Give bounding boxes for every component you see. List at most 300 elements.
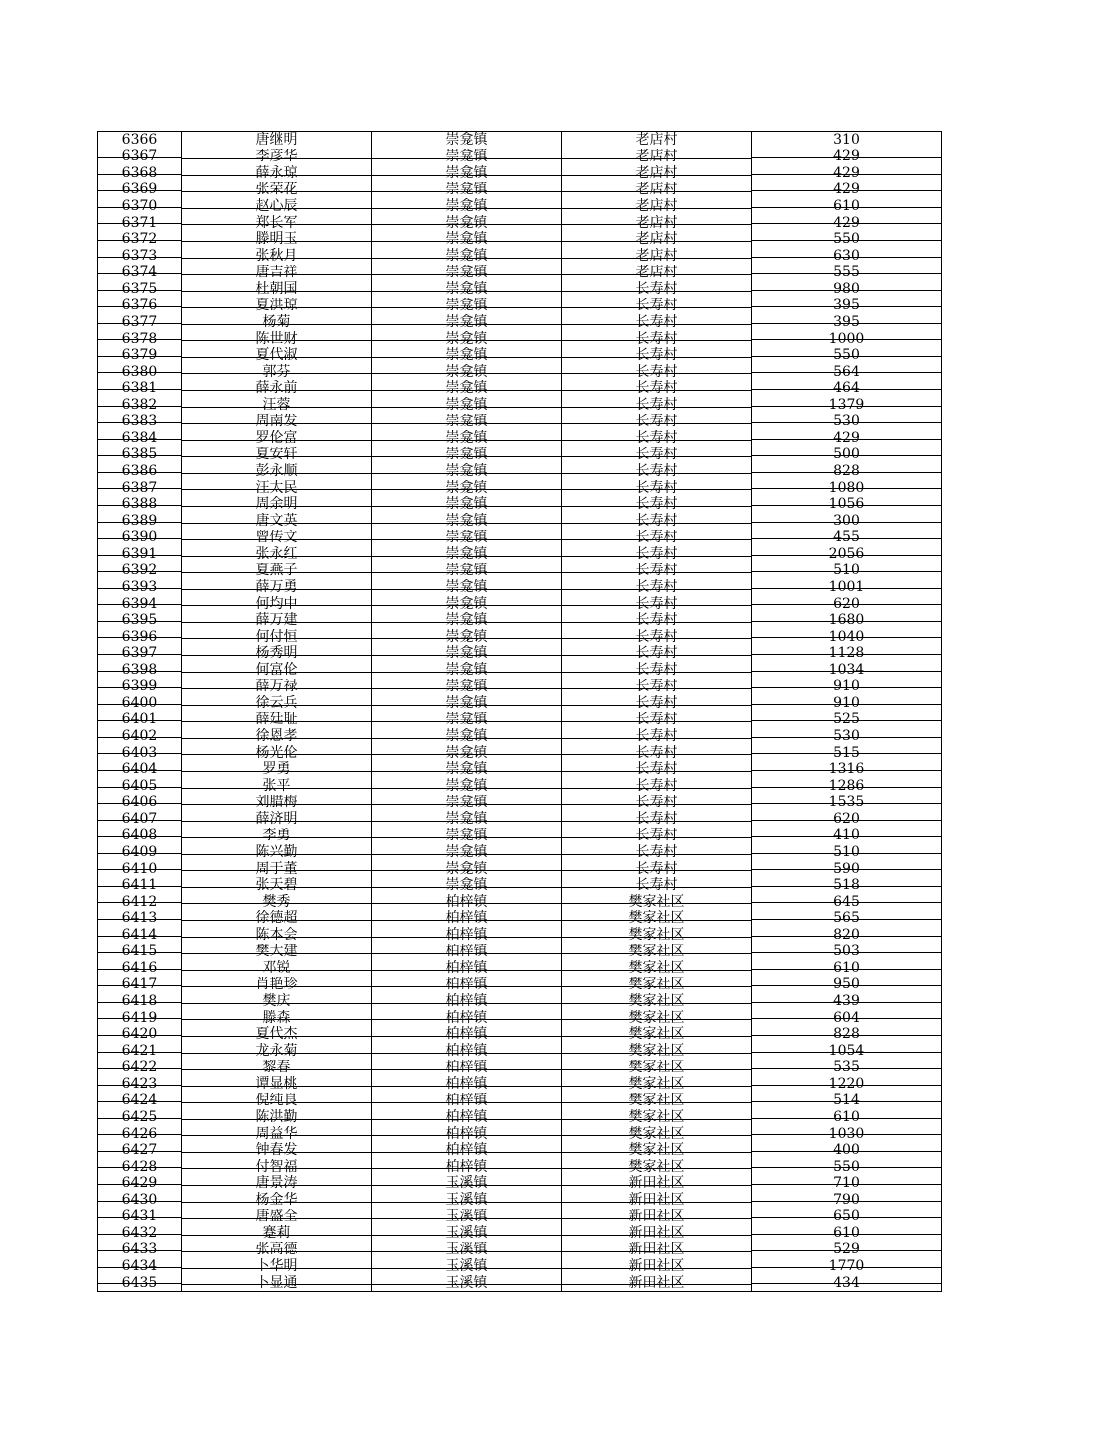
table-row (98, 1275, 942, 1292)
table-row (98, 1192, 942, 1209)
row-number-cell: 6435 (98, 1275, 182, 1292)
row-number-cell: 6370 (98, 198, 182, 215)
town-cell: 柏梓镇 (372, 944, 562, 961)
village-cell: 长寿村 (562, 596, 752, 613)
village-cell: 长寿村 (562, 513, 752, 530)
amount-cell: 429 (752, 182, 942, 199)
amount-cell: 610 (752, 198, 942, 215)
table-row (98, 579, 942, 596)
row-number-cell: 6427 (98, 1142, 182, 1159)
amount-cell: 1001 (752, 579, 942, 596)
person-name-cell: 肖艳珍 (182, 977, 372, 994)
table-row (98, 695, 942, 712)
amount-cell: 610 (752, 1109, 942, 1126)
row-number-cell: 6414 (98, 927, 182, 944)
town-cell: 崇龛镇 (372, 844, 562, 861)
amount-cell: 950 (752, 977, 942, 994)
amount-cell: 510 (752, 844, 942, 861)
row-number-cell: 6399 (98, 679, 182, 696)
row-number-cell: 6378 (98, 331, 182, 348)
town-cell: 玉溪镇 (372, 1209, 562, 1226)
row-number-cell: 6380 (98, 364, 182, 381)
table-row (98, 596, 942, 613)
town-cell: 崇龛镇 (372, 298, 562, 315)
table-row (98, 281, 942, 298)
person-name-cell: 黎春 (182, 1060, 372, 1077)
row-number-cell: 6413 (98, 910, 182, 927)
person-name-cell: 李勇 (182, 828, 372, 845)
row-number-cell: 6391 (98, 546, 182, 563)
village-cell: 长寿村 (562, 430, 752, 447)
row-number-cell: 6431 (98, 1209, 182, 1226)
table-row (98, 778, 942, 795)
amount-cell: 564 (752, 364, 942, 381)
village-cell: 新田社区 (562, 1275, 752, 1292)
town-cell: 崇龛镇 (372, 198, 562, 215)
person-name-cell: 郑长军 (182, 215, 372, 232)
amount-cell: 1000 (752, 331, 942, 348)
amount-cell: 434 (752, 1275, 942, 1292)
person-name-cell: 杨菊 (182, 314, 372, 331)
table-row (98, 447, 942, 464)
table-row (98, 265, 942, 282)
village-cell: 长寿村 (562, 298, 752, 315)
amount-cell: 828 (752, 1026, 942, 1043)
amount-cell: 610 (752, 1225, 942, 1242)
person-name-cell: 滕明玉 (182, 231, 372, 248)
table-row (98, 811, 942, 828)
person-name-cell: 夏代杰 (182, 1026, 372, 1043)
row-number-cell: 6433 (98, 1242, 182, 1259)
town-cell: 柏梓镇 (372, 1159, 562, 1176)
row-number-cell: 6388 (98, 496, 182, 513)
town-cell: 崇龛镇 (372, 430, 562, 447)
person-name-cell: 杨金华 (182, 1192, 372, 1209)
village-cell: 长寿村 (562, 828, 752, 845)
amount-cell: 1379 (752, 397, 942, 414)
row-number-cell: 6377 (98, 314, 182, 331)
town-cell: 崇龛镇 (372, 347, 562, 364)
row-number-cell: 6392 (98, 563, 182, 580)
row-number-cell: 6417 (98, 977, 182, 994)
town-cell: 崇龛镇 (372, 596, 562, 613)
amount-cell: 565 (752, 910, 942, 927)
village-cell: 长寿村 (562, 530, 752, 547)
village-cell: 樊家社区 (562, 1093, 752, 1110)
amount-cell: 1056 (752, 496, 942, 513)
town-cell: 玉溪镇 (372, 1258, 562, 1275)
amount-cell: 620 (752, 811, 942, 828)
town-cell: 柏梓镇 (372, 910, 562, 927)
amount-cell: 550 (752, 1159, 942, 1176)
town-cell: 崇龛镇 (372, 530, 562, 547)
row-number-cell: 6418 (98, 993, 182, 1010)
table-row (98, 380, 942, 397)
row-number-cell: 6426 (98, 1126, 182, 1143)
amount-cell: 1128 (752, 645, 942, 662)
table-row (98, 248, 942, 265)
village-cell: 老店村 (562, 265, 752, 282)
village-cell: 樊家社区 (562, 894, 752, 911)
town-cell: 崇龛镇 (372, 265, 562, 282)
table-row (98, 149, 942, 166)
person-name-cell: 陈世财 (182, 331, 372, 348)
table-row (98, 795, 942, 812)
row-number-cell: 6425 (98, 1109, 182, 1126)
town-cell: 崇龛镇 (372, 761, 562, 778)
table-row (98, 1242, 942, 1259)
row-number-cell: 6429 (98, 1175, 182, 1192)
amount-cell: 525 (752, 712, 942, 729)
table-row (98, 728, 942, 745)
amount-cell: 1040 (752, 629, 942, 646)
person-name-cell: 谭显桃 (182, 1076, 372, 1093)
row-number-cell: 6402 (98, 728, 182, 745)
amount-cell: 535 (752, 1060, 942, 1077)
town-cell: 崇龛镇 (372, 795, 562, 812)
village-cell: 新田社区 (562, 1192, 752, 1209)
person-name-cell: 陈洪勤 (182, 1109, 372, 1126)
amount-cell: 790 (752, 1192, 942, 1209)
table-row (98, 298, 942, 315)
amount-cell: 530 (752, 414, 942, 431)
person-name-cell: 罗勇 (182, 761, 372, 778)
table-row (98, 563, 942, 580)
amount-cell: 429 (752, 165, 942, 182)
person-name-cell: 陈兴勤 (182, 844, 372, 861)
row-number-cell: 6395 (98, 612, 182, 629)
amount-cell: 1535 (752, 795, 942, 812)
row-number-cell: 6397 (98, 645, 182, 662)
village-cell: 老店村 (562, 215, 752, 232)
village-cell: 新田社区 (562, 1242, 752, 1259)
person-name-cell: 张荣花 (182, 182, 372, 199)
amount-cell: 710 (752, 1175, 942, 1192)
amount-cell: 828 (752, 463, 942, 480)
person-name-cell: 张永红 (182, 546, 372, 563)
table-row (98, 1060, 942, 1077)
town-cell: 崇龛镇 (372, 745, 562, 762)
table-row (98, 910, 942, 927)
person-name-cell: 薛永前 (182, 380, 372, 397)
person-name-cell: 汪蓉 (182, 397, 372, 414)
town-cell: 崇龛镇 (372, 414, 562, 431)
row-number-cell: 6367 (98, 149, 182, 166)
amount-cell: 500 (752, 447, 942, 464)
person-name-cell: 付智福 (182, 1159, 372, 1176)
person-name-cell: 赵心辰 (182, 198, 372, 215)
village-cell: 樊家社区 (562, 977, 752, 994)
amount-cell: 910 (752, 695, 942, 712)
town-cell: 崇龛镇 (372, 364, 562, 381)
town-cell: 柏梓镇 (372, 1142, 562, 1159)
row-number-cell: 6404 (98, 761, 182, 778)
table-row (98, 1159, 942, 1176)
person-name-cell: 唐吉祥 (182, 265, 372, 282)
town-cell: 崇龛镇 (372, 248, 562, 265)
table-row (98, 397, 942, 414)
table-row (98, 414, 942, 431)
table-row (98, 546, 942, 563)
village-cell: 樊家社区 (562, 993, 752, 1010)
village-cell: 长寿村 (562, 612, 752, 629)
town-cell: 柏梓镇 (372, 1043, 562, 1060)
town-cell: 崇龛镇 (372, 662, 562, 679)
village-cell: 樊家社区 (562, 1026, 752, 1043)
village-cell: 樊家社区 (562, 1142, 752, 1159)
row-number-cell: 6376 (98, 298, 182, 315)
table-row (98, 745, 942, 762)
table-row (98, 662, 942, 679)
village-cell: 长寿村 (562, 811, 752, 828)
table-row (98, 960, 942, 977)
town-cell: 玉溪镇 (372, 1175, 562, 1192)
town-cell: 柏梓镇 (372, 894, 562, 911)
village-cell: 长寿村 (562, 695, 752, 712)
town-cell: 崇龛镇 (372, 877, 562, 894)
town-cell: 崇龛镇 (372, 546, 562, 563)
amount-cell: 1030 (752, 1126, 942, 1143)
amount-cell: 429 (752, 430, 942, 447)
row-number-cell: 6422 (98, 1060, 182, 1077)
amount-cell: 980 (752, 281, 942, 298)
town-cell: 玉溪镇 (372, 1242, 562, 1259)
town-cell: 柏梓镇 (372, 993, 562, 1010)
roster-table-body (98, 132, 942, 1292)
amount-cell: 550 (752, 347, 942, 364)
table-row (98, 1109, 942, 1126)
village-cell: 长寿村 (562, 496, 752, 513)
row-number-cell: 6384 (98, 430, 182, 447)
row-number-cell: 6415 (98, 944, 182, 961)
town-cell: 柏梓镇 (372, 1060, 562, 1077)
amount-cell: 410 (752, 828, 942, 845)
village-cell: 老店村 (562, 149, 752, 166)
village-cell: 长寿村 (562, 546, 752, 563)
person-name-cell: 张秋月 (182, 248, 372, 265)
town-cell: 崇龛镇 (372, 314, 562, 331)
table-row (98, 198, 942, 215)
town-cell: 崇龛镇 (372, 513, 562, 530)
town-cell: 崇龛镇 (372, 695, 562, 712)
table-row (98, 347, 942, 364)
row-number-cell: 6383 (98, 414, 182, 431)
person-name-cell: 徐恩孝 (182, 728, 372, 745)
village-cell: 长寿村 (562, 380, 752, 397)
row-number-cell: 6432 (98, 1225, 182, 1242)
person-name-cell: 李彦华 (182, 149, 372, 166)
amount-cell: 910 (752, 679, 942, 696)
table-row (98, 1126, 942, 1143)
person-name-cell: 唐文英 (182, 513, 372, 530)
table-row (98, 944, 942, 961)
amount-cell: 510 (752, 563, 942, 580)
amount-cell: 1770 (752, 1258, 942, 1275)
town-cell: 玉溪镇 (372, 1275, 562, 1292)
person-name-cell: 刘腊梅 (182, 795, 372, 812)
amount-cell: 1054 (752, 1043, 942, 1060)
row-number-cell: 6428 (98, 1159, 182, 1176)
village-cell: 长寿村 (562, 364, 752, 381)
row-number-cell: 6421 (98, 1043, 182, 1060)
amount-cell: 529 (752, 1242, 942, 1259)
person-name-cell: 夏代淑 (182, 347, 372, 364)
person-name-cell: 樊大建 (182, 944, 372, 961)
village-cell: 长寿村 (562, 397, 752, 414)
town-cell: 崇龛镇 (372, 861, 562, 878)
row-number-cell: 6430 (98, 1192, 182, 1209)
table-row (98, 1142, 942, 1159)
town-cell: 崇龛镇 (372, 612, 562, 629)
town-cell: 崇龛镇 (372, 231, 562, 248)
table-row (98, 496, 942, 513)
person-name-cell: 樊庆 (182, 993, 372, 1010)
town-cell: 玉溪镇 (372, 1225, 562, 1242)
town-cell: 崇龛镇 (372, 149, 562, 166)
town-cell: 崇龛镇 (372, 447, 562, 464)
person-name-cell: 滕森 (182, 1010, 372, 1027)
village-cell: 长寿村 (562, 679, 752, 696)
person-name-cell: 徐云兵 (182, 695, 372, 712)
village-cell: 长寿村 (562, 861, 752, 878)
village-cell: 长寿村 (562, 645, 752, 662)
person-name-cell: 蹇莉 (182, 1225, 372, 1242)
amount-cell: 503 (752, 944, 942, 961)
town-cell: 崇龛镇 (372, 645, 562, 662)
table-row (98, 828, 942, 845)
amount-cell: 300 (752, 513, 942, 530)
person-name-cell: 郭芬 (182, 364, 372, 381)
person-name-cell: 夏燕子 (182, 563, 372, 580)
amount-cell: 429 (752, 215, 942, 232)
row-number-cell: 6408 (98, 828, 182, 845)
person-name-cell: 张平 (182, 778, 372, 795)
town-cell: 崇龛镇 (372, 629, 562, 646)
amount-cell: 1034 (752, 662, 942, 679)
table-row (98, 430, 942, 447)
village-cell: 长寿村 (562, 281, 752, 298)
person-name-cell: 杜朝国 (182, 281, 372, 298)
village-cell: 樊家社区 (562, 1060, 752, 1077)
amount-cell: 1220 (752, 1076, 942, 1093)
person-name-cell: 何富伦 (182, 662, 372, 679)
village-cell: 长寿村 (562, 480, 752, 497)
village-cell: 老店村 (562, 198, 752, 215)
row-number-cell: 6382 (98, 397, 182, 414)
table-row (98, 215, 942, 232)
town-cell: 柏梓镇 (372, 1076, 562, 1093)
person-name-cell: 唐景涛 (182, 1175, 372, 1192)
table-row (98, 861, 942, 878)
row-number-cell: 6390 (98, 530, 182, 547)
table-row (98, 530, 942, 547)
town-cell: 崇龛镇 (372, 480, 562, 497)
town-cell: 崇龛镇 (372, 463, 562, 480)
amount-cell: 395 (752, 298, 942, 315)
amount-cell: 1080 (752, 480, 942, 497)
row-number-cell: 6424 (98, 1093, 182, 1110)
town-cell: 柏梓镇 (372, 1109, 562, 1126)
village-cell: 长寿村 (562, 331, 752, 348)
row-number-cell: 6371 (98, 215, 182, 232)
amount-cell: 630 (752, 248, 942, 265)
village-cell: 长寿村 (562, 662, 752, 679)
row-number-cell: 6434 (98, 1258, 182, 1275)
table-row (98, 877, 942, 894)
row-number-cell: 6420 (98, 1026, 182, 1043)
row-number-cell: 6405 (98, 778, 182, 795)
amount-cell: 610 (752, 960, 942, 977)
person-name-cell: 徐德超 (182, 910, 372, 927)
town-cell: 崇龛镇 (372, 563, 562, 580)
village-cell: 樊家社区 (562, 1010, 752, 1027)
amount-cell: 530 (752, 728, 942, 745)
table-row (98, 894, 942, 911)
town-cell: 崇龛镇 (372, 828, 562, 845)
amount-cell: 820 (752, 927, 942, 944)
table-row (98, 314, 942, 331)
village-cell: 长寿村 (562, 877, 752, 894)
table-row (98, 1225, 942, 1242)
row-number-cell: 6412 (98, 894, 182, 911)
village-cell: 樊家社区 (562, 1076, 752, 1093)
village-cell: 长寿村 (562, 745, 752, 762)
village-cell: 长寿村 (562, 629, 752, 646)
amount-cell: 400 (752, 1142, 942, 1159)
town-cell: 柏梓镇 (372, 1026, 562, 1043)
town-cell: 柏梓镇 (372, 927, 562, 944)
village-cell: 长寿村 (562, 579, 752, 596)
row-number-cell: 6374 (98, 265, 182, 282)
person-name-cell: 杨光伦 (182, 745, 372, 762)
village-cell: 樊家社区 (562, 960, 752, 977)
amount-cell: 650 (752, 1209, 942, 1226)
town-cell: 崇龛镇 (372, 281, 562, 298)
amount-cell: 514 (752, 1093, 942, 1110)
village-cell: 长寿村 (562, 347, 752, 364)
table-row (98, 132, 942, 149)
table-row (98, 463, 942, 480)
village-cell: 长寿村 (562, 778, 752, 795)
person-name-cell: 杨秀明 (182, 645, 372, 662)
table-row (98, 1043, 942, 1060)
row-number-cell: 6423 (98, 1076, 182, 1093)
row-number-cell: 6407 (98, 811, 182, 828)
town-cell: 崇龛镇 (372, 778, 562, 795)
table-row (98, 993, 942, 1010)
amount-cell: 1286 (752, 778, 942, 795)
village-cell: 长寿村 (562, 563, 752, 580)
row-number-cell: 6387 (98, 480, 182, 497)
town-cell: 崇龛镇 (372, 331, 562, 348)
table-row (98, 1209, 942, 1226)
table-row (98, 761, 942, 778)
table-row (98, 513, 942, 530)
person-name-cell: 卜显通 (182, 1275, 372, 1292)
person-name-cell: 薛万建 (182, 612, 372, 629)
village-cell: 长寿村 (562, 795, 752, 812)
village-cell: 老店村 (562, 132, 752, 149)
row-number-cell: 6396 (98, 629, 182, 646)
village-cell: 长寿村 (562, 463, 752, 480)
person-name-cell: 张天碧 (182, 877, 372, 894)
village-cell: 新田社区 (562, 1225, 752, 1242)
town-cell: 崇龛镇 (372, 182, 562, 199)
amount-cell: 2056 (752, 546, 942, 563)
row-number-cell: 6394 (98, 596, 182, 613)
person-name-cell: 唐盛全 (182, 1209, 372, 1226)
village-cell: 老店村 (562, 182, 752, 199)
